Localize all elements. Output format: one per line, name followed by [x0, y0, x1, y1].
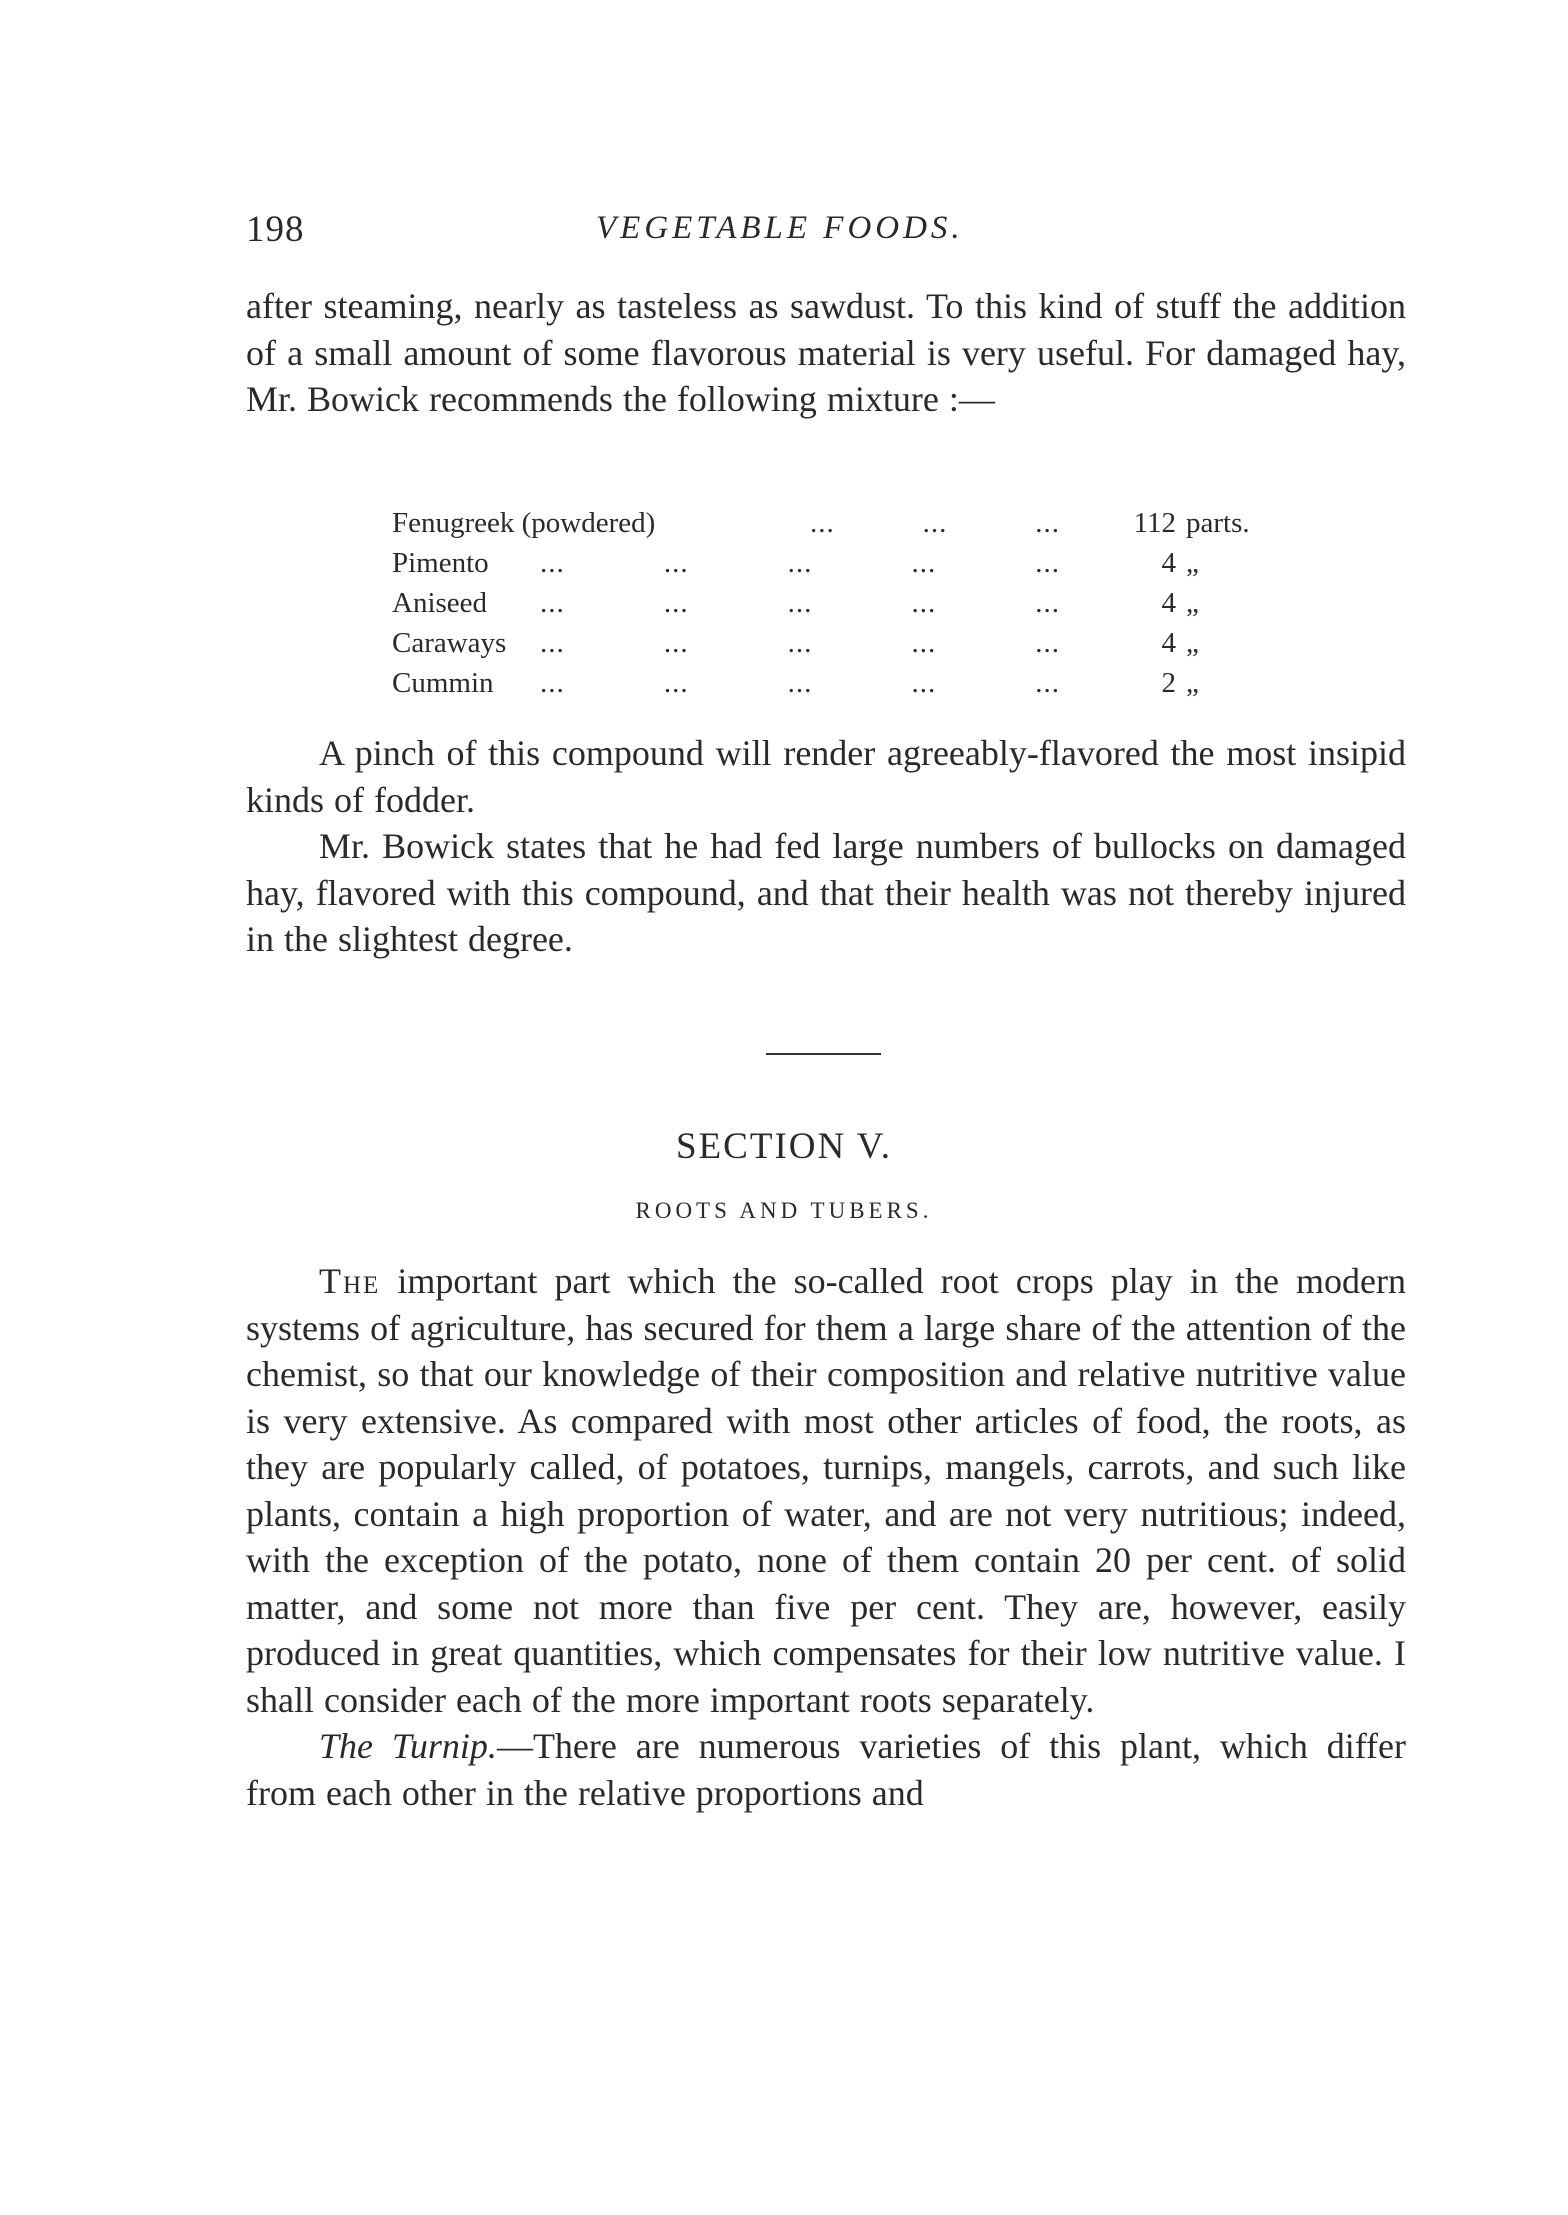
page-number: 198 — [246, 209, 305, 250]
ingredient-unit: parts. — [1186, 507, 1250, 539]
roots-paragraph — [246, 1258, 1406, 1723]
ingredient-quantity: 4 — [1161, 587, 1176, 619]
dot-leaders: ... ... ... ... ... — [540, 547, 1060, 579]
ingredient-quantity: 112 — [1133, 507, 1176, 539]
bowick-paragraph: Mr. Bowick states that he had fed large numbers of bullocks on damaged hay, flavored with this compound, and that their health was not thereby injured in the slightest degree. — [246, 826, 1406, 959]
dot-leaders: ... ... ... ... ... — [540, 627, 1060, 659]
mixture-row — [392, 543, 1272, 583]
section-divider — [766, 1053, 881, 1055]
after-mixture-block — [246, 730, 1406, 963]
intro-paragraph: after steaming, nearly as tasteless as sawdust. To this kind of stuff the addition of a small amount of some flavorous material is very useful. For damaged hay, Mr. Bowick recommends the following mixture :— — [246, 286, 1406, 419]
intro-block — [246, 283, 1406, 423]
turnip-heading: The Turnip. — [319, 1726, 497, 1766]
ingredient-unit: „ — [1186, 547, 1199, 579]
section-title: SECTION V. — [675, 1126, 892, 1167]
ingredient-name: Cummin — [392, 667, 494, 699]
turnip-paragraph — [246, 1723, 1406, 1816]
mixture-table — [392, 503, 1272, 703]
dot-leaders: ... ... ... ... ... — [540, 587, 1060, 619]
ingredient-quantity: 2 — [1161, 667, 1176, 699]
dot-leaders: ... ... ... ... ... — [540, 667, 1060, 699]
turnip-paragraph-text: —There are numerous varieties of this plant, which differ from each other in the relative proportions and — [246, 1726, 1407, 1813]
ingredient-unit: „ — [1186, 667, 1199, 699]
roots-paragraph-text: important part which the so-called root crops play in the modern systems of agriculture, has secured for them a large share of the attention of the chemist, so that our knowledge of their composition and relative nutritive value is very extensive. As compared with most other articles of food, the roots, as they are popularly called, of potatoes, turnips, mangels, carrots, and such like plants, contain a high proportion of water, and are not very nutritious; indeed, with the exception of the potato, none of them contain 20 per cent. of solid matter, and some not more than five per cent. They are, however, easily produced in great quantities, which compensates for their low nutritive value. I shall consider each of the more important roots separately. — [246, 1261, 1406, 1720]
ingredient-name: Fenugreek (powdered) — [392, 507, 656, 539]
section-subtitle: ROOTS AND TUBERS. — [635, 1198, 933, 1223]
running-head: VEGETABLE FOODS. — [596, 210, 964, 246]
ingredient-name: Caraways — [392, 627, 507, 659]
ingredient-quantity: 4 — [1161, 627, 1176, 659]
mixture-row — [392, 583, 1272, 623]
ingredient-name: Pimento — [392, 547, 489, 579]
mixture-row — [392, 623, 1272, 663]
ingredient-quantity: 4 — [1161, 547, 1176, 579]
ingredient-unit: „ — [1186, 587, 1199, 619]
ingredient-unit: „ — [1186, 627, 1199, 659]
dot-leaders: ... ... ... — [810, 507, 1060, 539]
mixture-row — [392, 663, 1272, 703]
ingredient-name: Aniseed — [392, 587, 488, 619]
section-body — [246, 1258, 1406, 1816]
paragraph-lead-word: The — [319, 1261, 381, 1301]
page-header — [246, 208, 1406, 258]
mixture-row — [392, 503, 1272, 543]
compound-paragraph: A pinch of this compound will render agreeably-flavored the most insipid kinds of fodder. — [246, 733, 1406, 820]
